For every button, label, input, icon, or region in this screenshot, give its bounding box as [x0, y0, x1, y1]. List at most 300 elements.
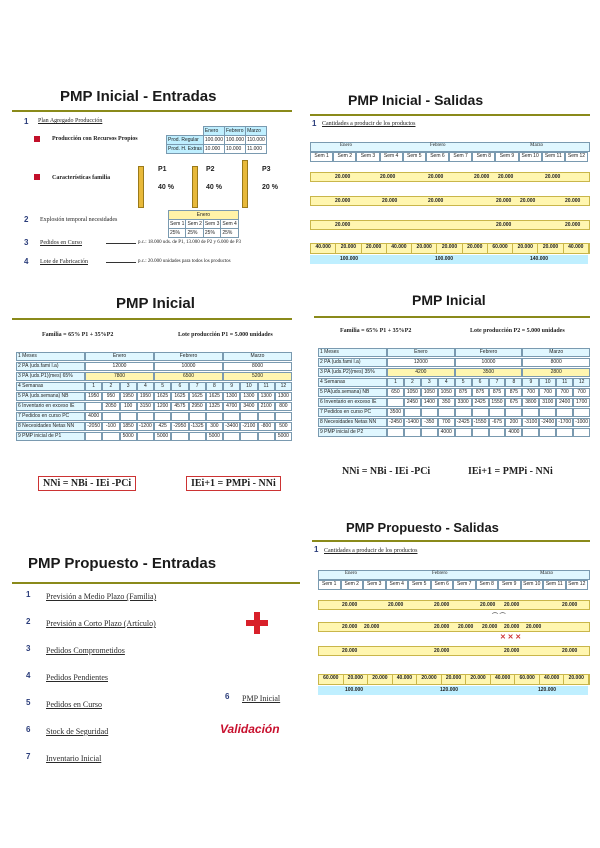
total-cell: 40.000: [387, 244, 412, 253]
product-name: P1: [158, 166, 167, 173]
table-cell: [171, 432, 188, 441]
week-header: Sem 12: [565, 152, 588, 162]
table-cell: 875: [455, 388, 472, 397]
table-cell: 3800: [522, 398, 539, 407]
table-cell: 12000: [387, 358, 455, 367]
table-cell: 3400: [240, 402, 257, 411]
table-cell: 1950: [137, 392, 154, 401]
row-cells: [85, 372, 292, 381]
arrow-icon: [106, 262, 136, 263]
week-header-row: [318, 580, 588, 590]
table-cell: 1300: [275, 392, 292, 401]
table-cell: Enero: [387, 348, 455, 357]
total-cell: 20.000: [336, 244, 361, 253]
row-value: 20.000: [428, 198, 444, 204]
row-value: 20.000: [526, 624, 542, 630]
month-label: Febrero: [430, 143, 446, 148]
item-plan-agregado: Plan Agregado Producción: [38, 118, 103, 124]
pmp-table-p2: [318, 348, 590, 438]
table-cell: 675: [505, 398, 522, 407]
pencil-icon: [192, 166, 198, 208]
table-cell: 875: [505, 388, 522, 397]
total-cell: 40.000: [540, 675, 565, 684]
total-cell: 20.000: [466, 675, 491, 684]
month-label: Febrero: [432, 571, 448, 576]
row-value: 20.000: [565, 198, 581, 204]
table-cell: 3500: [387, 408, 404, 417]
bullet-number-icon: 7: [26, 752, 31, 761]
table-cell: 5000: [206, 432, 223, 441]
table-cell: 3300: [455, 398, 472, 407]
lote-text: Lote producción P2 = 5.000 unidades: [470, 328, 565, 334]
table-cell: 1300: [223, 392, 240, 401]
month-total: 100.000: [345, 687, 364, 693]
sub-produccion: Producción con Recursos Propios: [52, 136, 138, 142]
table-cell: 6: [472, 378, 489, 387]
table-cell: [240, 432, 257, 441]
row-value: 20.000: [482, 624, 498, 630]
pmp-inicial-link: PMP Inicial: [242, 694, 281, 703]
table-cell: 1950: [120, 392, 137, 401]
table-cell: [556, 408, 573, 417]
table-cell: 1400: [421, 398, 438, 407]
table-cell: 950: [102, 392, 119, 401]
table-cell: 700: [556, 388, 573, 397]
table-cell: 3500: [455, 368, 523, 377]
slide-title: PMP Inicial: [116, 295, 195, 312]
table-row: [318, 348, 590, 357]
table-cell: [404, 428, 421, 437]
crossed-arrows-icon: ✕ ✕ ✕: [500, 633, 522, 641]
row-cells: [387, 388, 590, 397]
table-cell: 7800: [85, 372, 154, 381]
row-value: 20.000: [434, 624, 450, 630]
row-cells: [387, 408, 590, 417]
item-cantidades: Cantidades a producir de los productos: [322, 121, 416, 127]
table-cell: -1325: [189, 422, 206, 431]
total-cell: 20.000: [344, 675, 369, 684]
table-cell: 1625: [189, 392, 206, 401]
table-cell: 2050: [102, 402, 119, 411]
table-cell: -3100: [522, 418, 539, 427]
table-cell: -3400: [223, 422, 240, 431]
row-value: 20.000: [388, 602, 404, 608]
total-cell: 40.000: [311, 244, 336, 253]
row-value: 20.000: [562, 648, 578, 654]
week-header: Sem 10: [521, 580, 544, 590]
list-item: Inventario Inicial: [46, 754, 102, 763]
table-cell: 12: [275, 382, 292, 391]
row-cells: [387, 348, 590, 357]
row-label: 2 PA (uds.fami l.a): [16, 362, 85, 371]
table-cell: 2450: [404, 398, 421, 407]
title-rule: [310, 114, 590, 116]
sub-caracteristicas: Características familia: [52, 175, 111, 181]
total-cell: 20.000: [437, 244, 462, 253]
table-row: [16, 362, 292, 371]
table-cell: [275, 412, 292, 421]
row-cells: [387, 418, 590, 427]
table-cell: -1700: [556, 418, 573, 427]
total-cell: 20.000: [362, 244, 387, 253]
table-cell: 11: [258, 382, 275, 391]
table-cell: -2400: [539, 418, 556, 427]
red-bullet-icon: [34, 174, 40, 180]
row-value: 20.000: [474, 174, 490, 180]
product-pct: 40 %: [206, 184, 222, 191]
week-header: Sem 5: [408, 580, 431, 590]
row-cells: [85, 422, 292, 431]
table-cell: [102, 432, 119, 441]
week-header: Sem 11: [543, 580, 566, 590]
table-cell: 1300: [240, 392, 257, 401]
row-value: 20.000: [335, 222, 351, 228]
row-value: 20.000: [496, 198, 512, 204]
table-cell: 700: [522, 388, 539, 397]
totals-row: [318, 674, 590, 685]
table-cell: 3100: [539, 398, 556, 407]
row-value: 20.000: [565, 222, 581, 228]
month-total: 100.000: [340, 256, 359, 262]
rearrange-arrows-icon: ⌒ ⌒: [492, 614, 506, 620]
table-cell: -2100: [240, 422, 257, 431]
table-cell: 10: [539, 378, 556, 387]
row-value: 20.000: [342, 602, 358, 608]
table-row: [318, 428, 590, 437]
title-rule: [314, 316, 590, 318]
total-cell: 20.000: [564, 675, 589, 684]
row-value: 20.000: [504, 648, 520, 654]
table-cell: [171, 412, 188, 421]
table-cell: 10000: [154, 362, 223, 371]
row-cells: [85, 432, 292, 441]
table-cell: 700: [573, 388, 590, 397]
table-cell: 1625: [206, 392, 223, 401]
row-value: 20.000: [335, 174, 351, 180]
table-cell: [421, 408, 438, 417]
table-cell: 2: [102, 382, 119, 391]
total-cell: 20.000: [368, 675, 393, 684]
table-cell: 4200: [387, 368, 455, 377]
row-value: 20.000: [382, 198, 398, 204]
table-cell: -2450: [387, 418, 404, 427]
row-label: 6 Inventario en exceso IE: [16, 402, 85, 411]
table-cell: 1050: [421, 388, 438, 397]
row-value: 20.000: [520, 198, 536, 204]
table-cell: [137, 412, 154, 421]
table-row: [318, 398, 590, 407]
week-header: Sem 3: [356, 152, 379, 162]
table-cell: 800: [275, 402, 292, 411]
table-cell: [472, 428, 489, 437]
table-cell: Febrero: [154, 352, 223, 361]
table-cell: 1700: [573, 398, 590, 407]
month-label: Enero: [340, 143, 352, 148]
table-cell: -2425: [455, 418, 472, 427]
family-formula: Familia = 65% P1 + 35%P2: [42, 332, 114, 338]
week-header: Sem 4: [386, 580, 409, 590]
table-cell: 875: [472, 388, 489, 397]
month-header-row: [310, 142, 590, 152]
week-header: Sem 5: [403, 152, 426, 162]
list-item: Previsión a Corto Plazo (Artículo): [46, 619, 156, 628]
row-cells: [387, 398, 590, 407]
table-cell: [556, 428, 573, 437]
week-header: Sem 9: [495, 152, 518, 162]
week-header: Sem 1: [310, 152, 333, 162]
table-cell: -675: [489, 418, 506, 427]
table-cell: 9: [223, 382, 240, 391]
table-cell: 6: [171, 382, 188, 391]
item-explosion: Explosión temporal necesidades: [40, 217, 118, 223]
pmp-table-p1: [16, 352, 292, 442]
row-cells: [85, 412, 292, 421]
table-row: [318, 378, 590, 387]
table-cell: [258, 412, 275, 421]
bullet-number-icon: 3: [26, 644, 31, 653]
lote-text: p.c.: 20.000 unidades para todos los productos: [138, 259, 231, 264]
row-label: 4 Semanas: [318, 378, 387, 387]
table-cell: 1050: [404, 388, 421, 397]
total-cell: 20.000: [538, 244, 563, 253]
table-cell: 2: [404, 378, 421, 387]
table-cell: 12000: [85, 362, 154, 371]
row-p3: [310, 220, 590, 230]
table-cell: -1550: [472, 418, 489, 427]
total-cell: 20.000: [463, 244, 488, 253]
table-cell: [539, 408, 556, 417]
table-cell: 4: [137, 382, 154, 391]
table-cell: -350: [421, 418, 438, 427]
pedidos-curso-text: p.c.: 18.000 uds. de P1, 13.000 de P2 y 6.000 de P3: [138, 240, 242, 245]
week-header: Sem 4: [380, 152, 403, 162]
row-value: 20.000: [364, 624, 380, 630]
table-row: [318, 358, 590, 367]
table-cell: 1: [85, 382, 102, 391]
row-value: 20.000: [434, 648, 450, 654]
week-header: Sem 10: [519, 152, 542, 162]
table-cell: [505, 408, 522, 417]
table-cell: 5: [154, 382, 171, 391]
table-cell: [387, 428, 404, 437]
table-cell: [438, 408, 455, 417]
pencil-icon: [138, 166, 144, 208]
row-label: 4 Semanas: [16, 382, 85, 391]
row-label: 7 Pedidos en curso PC: [16, 412, 85, 421]
week-header: Sem 2: [333, 152, 356, 162]
table-row: [16, 412, 292, 421]
slide-title: PMP Inicial: [412, 292, 486, 308]
bullet-number-icon: 5: [26, 698, 31, 707]
week-header: Sem 8: [476, 580, 499, 590]
table-cell: -1000: [573, 418, 590, 427]
totals-row: [310, 243, 590, 254]
table-cell: 700: [438, 418, 455, 427]
table-cell: [189, 432, 206, 441]
table-cell: 4575: [171, 402, 188, 411]
list-item: Stock de Seguridad: [46, 727, 109, 736]
row-value: 20.000: [496, 222, 512, 228]
table-cell: 1300: [258, 392, 275, 401]
row-label: 7 Pedidos en curso PC: [318, 408, 387, 417]
table-cell: 1850: [120, 422, 137, 431]
bullet-number-icon: 1: [24, 117, 29, 126]
formula-ie: IEi+1 = PMPi - NNi: [186, 476, 281, 491]
table-cell: -2050: [85, 422, 102, 431]
table-cell: Marzo: [522, 348, 590, 357]
row-value: 20.000: [504, 602, 520, 608]
table-cell: -1400: [404, 418, 421, 427]
table-cell: 1325: [206, 402, 223, 411]
lote-text: Lote producción P1 = 5.000 unidades: [178, 332, 273, 338]
bullet-number-icon: 6: [26, 725, 31, 734]
bullet-number-icon: 1: [26, 590, 31, 599]
row-label: 3 PA (uds.P2)(mes) 35%: [318, 368, 387, 377]
product-name: P3: [262, 166, 271, 173]
table-cell: [522, 408, 539, 417]
table-cell: 2100: [258, 402, 275, 411]
table-cell: 10: [240, 382, 257, 391]
bullet-number-icon: 2: [24, 215, 29, 224]
row-label: 5 PA(uds.semana) NB: [318, 388, 387, 397]
row-cells: [85, 352, 292, 361]
table-cell: 5000: [275, 432, 292, 441]
table-cell: Marzo: [223, 352, 292, 361]
row-b: [318, 622, 590, 632]
row-cells: [387, 368, 590, 377]
row-cells: [387, 378, 590, 387]
table-row: [16, 392, 292, 401]
table-cell: [522, 428, 539, 437]
table-cell: -1200: [137, 422, 154, 431]
total-cell: 60.000: [319, 675, 344, 684]
title-rule: [12, 582, 300, 584]
table-cell: [137, 432, 154, 441]
table-cell: 5: [455, 378, 472, 387]
table-cell: Febrero: [455, 348, 523, 357]
table-cell: 1: [387, 378, 404, 387]
formula-ie: IEi+1 = PMPi - NNi: [468, 466, 553, 477]
table-cell: [154, 412, 171, 421]
week-header-row: [310, 152, 588, 162]
item-pedidos-curso: Pedidos en Curso: [40, 240, 82, 246]
table-cell: 11: [556, 378, 573, 387]
pencil-icon: [242, 160, 248, 208]
table-cell: [539, 428, 556, 437]
formula-nn: NNi = NBi - IEi -PCi: [38, 476, 136, 491]
total-cell: 20.000: [412, 244, 437, 253]
table-cell: 100: [120, 402, 137, 411]
bullet-number-icon: 2: [26, 617, 31, 626]
item-lote: Lote de Fabricación: [40, 259, 88, 265]
table-cell: -2950: [171, 422, 188, 431]
table-cell: [85, 402, 102, 411]
total-cell: 60.000: [488, 244, 513, 253]
table-cell: 2425: [472, 398, 489, 407]
table-cell: 3: [120, 382, 137, 391]
row-label: 1 Meses: [16, 352, 85, 361]
table-cell: 2400: [556, 398, 573, 407]
row-cells: [85, 392, 292, 401]
row-cells: [387, 358, 590, 367]
month-total: 120.000: [440, 687, 459, 693]
bullet-number-icon: 4: [26, 671, 31, 680]
table-cell: 5000: [154, 432, 171, 441]
table-cell: 500: [275, 422, 292, 431]
week-header: Sem 12: [566, 580, 589, 590]
table-cell: -100: [102, 422, 119, 431]
bullet-number-icon: 6: [225, 692, 230, 701]
table-cell: [455, 428, 472, 437]
table-cell: [258, 432, 275, 441]
row-c: [318, 646, 590, 656]
table-cell: [102, 412, 119, 421]
bullet-number-icon: 1: [314, 545, 319, 554]
table-cell: 8: [206, 382, 223, 391]
row-cells: [85, 362, 292, 371]
week-header: Sem 8: [472, 152, 495, 162]
table-cell: [472, 408, 489, 417]
table-row: [16, 432, 292, 441]
table-cell: Enero: [85, 352, 154, 361]
week-header: Sem 7: [449, 152, 472, 162]
row-cells: [387, 428, 590, 437]
table-cell: 200: [505, 418, 522, 427]
table-cell: [85, 432, 102, 441]
table-cell: 7: [489, 378, 506, 387]
row-cells: [85, 402, 292, 411]
row-cells: [85, 382, 292, 391]
table-cell: 9: [522, 378, 539, 387]
month-label: Enero: [345, 571, 357, 576]
row-value: 20.000: [428, 174, 444, 180]
row-label: 9 PMP inicial de P2: [318, 428, 387, 437]
table-cell: 2800: [522, 368, 590, 377]
row-label: 9 PMP inicial de P1: [16, 432, 85, 441]
table-cell: 8000: [223, 362, 292, 371]
table-cell: 12: [573, 378, 590, 387]
table-cell: [421, 428, 438, 437]
table-row: [318, 388, 590, 397]
total-cell: 40.000: [564, 244, 589, 253]
week-header: Sem 6: [431, 580, 454, 590]
product-pct: 20 %: [262, 184, 278, 191]
table-row: [318, 368, 590, 377]
list-item: Pedidos en Curso: [46, 700, 102, 709]
table-cell: 3: [421, 378, 438, 387]
table-cell: [223, 432, 240, 441]
table-cell: 4000: [85, 412, 102, 421]
table-cell: [240, 412, 257, 421]
row-label: 5 PA (uds.semana) NB: [16, 392, 85, 401]
row-label: 8 Necesidades Netas NN: [16, 422, 85, 431]
table-cell: [455, 408, 472, 417]
table-cell: 5200: [223, 372, 292, 381]
table-cell: 1550: [489, 398, 506, 407]
table-cell: 1200: [154, 402, 171, 411]
total-cell: 40.000: [393, 675, 418, 684]
mini-table-produccion: Enero Febrero Marzo Prod. Regular 100.000 100.000 110.000 Prod. H. Extras 10.000 10.000 11.000: [168, 128, 265, 152]
table-cell: 1950: [85, 392, 102, 401]
month-label: Marzo: [530, 143, 544, 148]
table-cell: 6500: [154, 372, 223, 381]
table-cell: 1050: [438, 388, 455, 397]
total-cell: 60.000: [515, 675, 540, 684]
table-row: [16, 372, 292, 381]
row-value: 20.000: [504, 624, 520, 630]
table-cell: [404, 408, 421, 417]
table-cell: 1625: [154, 392, 171, 401]
